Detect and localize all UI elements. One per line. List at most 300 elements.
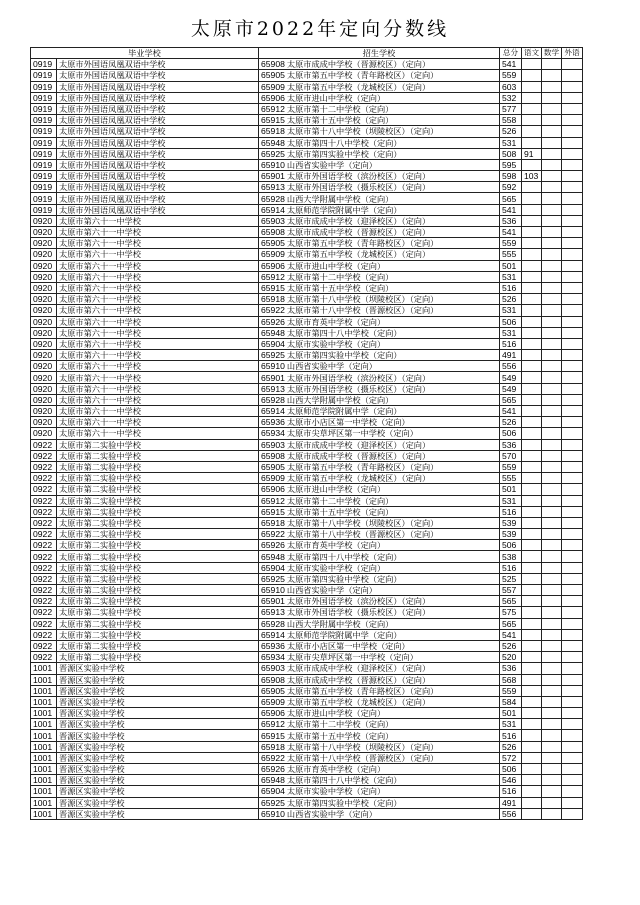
math-score-cell (542, 741, 562, 752)
enrollment-code: 65910 (261, 585, 285, 596)
math-score-cell (542, 238, 562, 249)
math-score-cell (542, 752, 562, 763)
foreign-language-score-cell (562, 193, 583, 204)
school-code-cell: 0919 (31, 159, 57, 170)
enrollment-code: 65910 (261, 361, 285, 372)
table-row (31, 775, 583, 786)
graduation-school-cell: 太原市第二实验中学校 (57, 473, 259, 484)
table-row (31, 204, 583, 215)
enrollment-code: 65910 (261, 159, 285, 170)
school-code-cell: 0920 (31, 406, 57, 417)
enrollment-school-cell (259, 529, 500, 540)
foreign-language-score-cell (562, 406, 583, 417)
total-score-cell: 531 (500, 495, 522, 506)
enrollment-code: 65948 (261, 551, 285, 562)
enrollment-school-cell (259, 607, 500, 618)
enrollment-school-name: 太原市第十五中学校（定向） (286, 283, 394, 294)
school-code-cell: 0919 (31, 137, 57, 148)
graduation-school-cell: 太原市外国语凤凰双语中学校 (57, 171, 259, 182)
total-score-cell: 516 (500, 338, 522, 349)
total-score-cell: 565 (500, 193, 522, 204)
enrollment-code: 65909 (261, 473, 285, 484)
foreign-language-score-cell (562, 350, 583, 361)
school-code-cell: 0920 (31, 249, 57, 260)
total-score-cell: 541 (500, 59, 522, 70)
math-score-cell (542, 708, 562, 719)
graduation-school-cell: 晋源区实验中学校 (57, 719, 259, 730)
table-row (31, 473, 583, 484)
school-code-cell: 1001 (31, 797, 57, 808)
foreign-language-score-cell (562, 808, 583, 819)
math-score-cell (542, 428, 562, 439)
school-code-cell: 0922 (31, 551, 57, 562)
foreign-language-score-cell (562, 182, 583, 193)
enrollment-code: 65913 (261, 607, 285, 618)
table-row (31, 294, 583, 305)
total-score-cell: 549 (500, 372, 522, 383)
enrollment-school-cell (259, 249, 500, 260)
chinese-score-cell (522, 350, 542, 361)
enrollment-school-name: 太原市实验中学校（定向） (286, 786, 386, 797)
school-code-cell: 0922 (31, 607, 57, 618)
total-score-cell: 559 (500, 461, 522, 472)
math-score-cell (542, 92, 562, 103)
foreign-language-score-cell (562, 652, 583, 663)
foreign-language-score-cell (562, 797, 583, 808)
enrollment-code: 65914 (261, 406, 285, 417)
school-code-cell: 0922 (31, 540, 57, 551)
math-score-cell (542, 607, 562, 618)
chinese-score-cell (522, 417, 542, 428)
table-row (31, 70, 583, 81)
total-score-cell: 532 (500, 92, 522, 103)
table-row (31, 59, 583, 70)
school-code-cell: 1001 (31, 674, 57, 685)
enrollment-school-cell (259, 640, 500, 651)
enrollment-code: 65925 (261, 573, 285, 584)
foreign-language-score-cell (562, 215, 583, 226)
chinese-score-cell (522, 730, 542, 741)
total-score-cell: 559 (500, 685, 522, 696)
graduation-school-cell: 太原市外国语凤凰双语中学校 (57, 204, 259, 215)
chinese-score-cell (522, 260, 542, 271)
score-table (30, 47, 583, 820)
school-code-cell: 1001 (31, 730, 57, 741)
table-row (31, 741, 583, 752)
graduation-school-cell: 太原市第二实验中学校 (57, 461, 259, 472)
enrollment-code: 65905 (261, 685, 285, 696)
math-score-cell (542, 417, 562, 428)
enrollment-code: 65909 (261, 81, 285, 92)
enrollment-code: 65928 (261, 193, 285, 204)
total-score-cell: 506 (500, 540, 522, 551)
enrollment-code: 65906 (261, 708, 285, 719)
school-code-cell: 1001 (31, 775, 57, 786)
chinese-score-cell (522, 406, 542, 417)
graduation-school-cell: 太原市第二实验中学校 (57, 652, 259, 663)
foreign-language-score-cell (562, 282, 583, 293)
school-code-cell: 0919 (31, 103, 57, 114)
chinese-score-cell (522, 506, 542, 517)
enrollment-code: 65922 (261, 305, 285, 316)
total-score-cell: 531 (500, 271, 522, 282)
graduation-school-cell: 晋源区实验中学校 (57, 775, 259, 786)
foreign-language-score-cell (562, 417, 583, 428)
total-score-cell: 539 (500, 517, 522, 528)
chinese-score-cell (522, 282, 542, 293)
graduation-school-cell: 太原市第二实验中学校 (57, 607, 259, 618)
enrollment-school-name: 太原市成成中学校（晋源校区）（定向） (286, 59, 431, 70)
total-score-cell: 526 (500, 417, 522, 428)
enrollment-code: 65922 (261, 752, 285, 763)
enrollment-school-cell (259, 215, 500, 226)
math-score-cell (542, 674, 562, 685)
chinese-score-cell (522, 361, 542, 372)
enrollment-school-name: 太原市小店区第一中学校（定向） (286, 417, 410, 428)
graduation-school-cell: 太原市第二实验中学校 (57, 517, 259, 528)
chinese-score-cell (522, 461, 542, 472)
math-score-cell (542, 450, 562, 461)
graduation-school-cell: 太原市外国语凤凰双语中学校 (57, 193, 259, 204)
graduation-school-cell: 晋源区实验中学校 (57, 730, 259, 741)
enrollment-school-name: 太原市外国语学校（滨汾校区）（定向） (286, 596, 431, 607)
foreign-language-score-cell (562, 551, 583, 562)
enrollment-code: 65906 (261, 260, 285, 271)
enrollment-school-name: 太原市第十八中学校（坝陵校区）（定向） (286, 294, 439, 305)
math-score-cell (542, 227, 562, 238)
foreign-language-score-cell (562, 529, 583, 540)
math-score-cell (542, 439, 562, 450)
chinese-score-cell: 103 (522, 171, 542, 182)
enrollment-school-cell (259, 394, 500, 405)
enrollment-code: 65904 (261, 562, 285, 573)
school-code-cell: 0920 (31, 305, 57, 316)
table-row (31, 182, 583, 193)
math-score-cell (542, 59, 562, 70)
enrollment-school-cell (259, 204, 500, 215)
total-score-cell: 506 (500, 316, 522, 327)
school-code-cell: 0920 (31, 282, 57, 293)
chinese-score-cell (522, 338, 542, 349)
foreign-language-score-cell (562, 540, 583, 551)
chinese-score-cell (522, 786, 542, 797)
enrollment-school-cell (259, 652, 500, 663)
enrollment-school-cell (259, 182, 500, 193)
enrollment-code: 65905 (261, 238, 285, 249)
foreign-language-score-cell (562, 674, 583, 685)
table-row (31, 137, 583, 148)
table-row (31, 808, 583, 819)
school-code-cell: 0920 (31, 394, 57, 405)
total-score-cell: 526 (500, 640, 522, 651)
table-row (31, 663, 583, 674)
enrollment-school-cell (259, 585, 500, 596)
enrollment-code: 65910 (261, 808, 285, 819)
enrollment-school-name: 山西省实验中学（定向） (286, 585, 377, 596)
enrollment-school-name: 山西大学附属中学校（定向） (286, 394, 394, 405)
enrollment-code: 65904 (261, 338, 285, 349)
school-code-cell: 0919 (31, 126, 57, 137)
enrollment-code: 65926 (261, 764, 285, 775)
enrollment-school-cell (259, 439, 500, 450)
total-score-cell: 516 (500, 786, 522, 797)
total-score-cell: 546 (500, 775, 522, 786)
enrollment-code: 65913 (261, 383, 285, 394)
enrollment-school-name: 太原市成成中学校（迎泽校区）（定向） (286, 663, 431, 674)
chinese-score-cell (522, 70, 542, 81)
header-row (31, 48, 583, 59)
enrollment-school-cell (259, 115, 500, 126)
chinese-score-cell (522, 708, 542, 719)
total-score-cell: 577 (500, 103, 522, 114)
chinese-score-cell (522, 719, 542, 730)
enrollment-school-name: 太原市育英中学校（定向） (286, 764, 386, 775)
total-score-cell: 572 (500, 752, 522, 763)
header-foreign-language: 外语 (562, 48, 583, 59)
chinese-score-cell (522, 249, 542, 260)
graduation-school-cell: 太原市第二实验中学校 (57, 506, 259, 517)
enrollment-school-name: 太原市第四十八中学校（定向） (286, 327, 402, 338)
math-score-cell (542, 573, 562, 584)
chinese-score-cell (522, 428, 542, 439)
enrollment-code: 65948 (261, 137, 285, 148)
enrollment-code: 65934 (261, 652, 285, 663)
total-score-cell: 538 (500, 551, 522, 562)
graduation-school-cell: 太原市第二实验中学校 (57, 596, 259, 607)
enrollment-school-cell (259, 596, 500, 607)
foreign-language-score-cell (562, 517, 583, 528)
enrollment-code: 65915 (261, 506, 285, 517)
total-score-cell: 536 (500, 439, 522, 450)
enrollment-school-name: 太原市尖草坪区第一中学校（定向） (286, 652, 418, 663)
chinese-score-cell (522, 629, 542, 640)
table-row (31, 439, 583, 450)
header-total: 总分 (500, 48, 522, 59)
enrollment-school-name: 太原市第十八中学校（坝陵校区）（定向） (286, 517, 439, 528)
chinese-score-cell (522, 193, 542, 204)
graduation-school-cell: 太原市第二实验中学校 (57, 529, 259, 540)
enrollment-school-name: 太原市第四实验中学校（定向） (286, 350, 402, 361)
math-score-cell (542, 338, 562, 349)
math-score-cell (542, 764, 562, 775)
table-row (31, 764, 583, 775)
math-score-cell (542, 461, 562, 472)
total-score-cell: 558 (500, 115, 522, 126)
total-score-cell: 520 (500, 652, 522, 663)
chinese-score-cell (522, 551, 542, 562)
enrollment-school-name: 太原市第十五中学校（定向） (286, 730, 394, 741)
table-row (31, 305, 583, 316)
total-score-cell: 516 (500, 506, 522, 517)
foreign-language-score-cell (562, 730, 583, 741)
school-code-cell: 0922 (31, 640, 57, 651)
header-chinese: 语文 (522, 48, 542, 59)
math-score-cell (542, 171, 562, 182)
math-score-cell (542, 282, 562, 293)
table-row (31, 361, 583, 372)
foreign-language-score-cell (562, 372, 583, 383)
enrollment-school-name: 太原市实验中学校（定向） (286, 562, 386, 573)
graduation-school-cell: 太原市第六十一中学校 (57, 417, 259, 428)
graduation-school-cell: 太原市外国语凤凰双语中学校 (57, 70, 259, 81)
table-row (31, 786, 583, 797)
math-score-cell (542, 652, 562, 663)
math-score-cell (542, 529, 562, 540)
foreign-language-score-cell (562, 338, 583, 349)
total-score-cell: 549 (500, 383, 522, 394)
table-row (31, 696, 583, 707)
chinese-score-cell (522, 81, 542, 92)
table-row (31, 350, 583, 361)
enrollment-school-name: 太原市第十八中学校（晋源校区）（定向） (286, 752, 439, 763)
table-row (31, 227, 583, 238)
total-score-cell: 557 (500, 585, 522, 596)
total-score-cell: 531 (500, 305, 522, 316)
enrollment-school-name: 太原市成成中学校（迎泽校区）（定向） (286, 215, 431, 226)
enrollment-code: 65925 (261, 148, 285, 159)
math-score-cell (542, 148, 562, 159)
graduation-school-cell: 太原市第二实验中学校 (57, 450, 259, 461)
graduation-school-cell: 太原市第六十一中学校 (57, 215, 259, 226)
foreign-language-score-cell (562, 92, 583, 103)
graduation-school-cell: 太原市第二实验中学校 (57, 629, 259, 640)
total-score-cell: 541 (500, 406, 522, 417)
chinese-score-cell (522, 495, 542, 506)
enrollment-school-cell (259, 674, 500, 685)
table-header (31, 48, 583, 59)
math-score-cell (542, 215, 562, 226)
foreign-language-score-cell (562, 428, 583, 439)
math-score-cell (542, 696, 562, 707)
graduation-school-cell: 太原市第二实验中学校 (57, 573, 259, 584)
total-score-cell: 531 (500, 137, 522, 148)
enrollment-code: 65903 (261, 439, 285, 450)
chinese-score-cell (522, 271, 542, 282)
enrollment-school-name: 太原市第四实验中学校（定向） (286, 797, 402, 808)
enrollment-code: 65904 (261, 786, 285, 797)
enrollment-school-cell (259, 260, 500, 271)
math-score-cell (542, 585, 562, 596)
header-graduation-school: 毕业学校 (31, 48, 259, 59)
enrollment-school-cell (259, 81, 500, 92)
enrollment-school-cell (259, 126, 500, 137)
foreign-language-score-cell (562, 394, 583, 405)
enrollment-code: 65936 (261, 641, 285, 652)
school-code-cell: 1001 (31, 786, 57, 797)
table-row (31, 506, 583, 517)
foreign-language-score-cell (562, 249, 583, 260)
graduation-school-cell: 晋源区实验中学校 (57, 797, 259, 808)
math-score-cell (542, 305, 562, 316)
enrollment-school-name: 太原市育英中学校（定向） (286, 316, 386, 327)
math-score-cell (542, 551, 562, 562)
math-score-cell (542, 115, 562, 126)
table-row (31, 529, 583, 540)
chinese-score-cell (522, 573, 542, 584)
chinese-score-cell (522, 652, 542, 663)
enrollment-school-cell (259, 282, 500, 293)
enrollment-code: 65903 (261, 663, 285, 674)
enrollment-code: 65908 (261, 450, 285, 461)
graduation-school-cell: 太原市第六十一中学校 (57, 316, 259, 327)
school-code-cell: 0922 (31, 506, 57, 517)
foreign-language-score-cell (562, 741, 583, 752)
chinese-score-cell (522, 103, 542, 114)
enrollment-school-name: 太原市第十八中学校（晋源校区）（定向） (286, 529, 439, 540)
enrollment-school-cell (259, 271, 500, 282)
foreign-language-score-cell (562, 159, 583, 170)
table-row (31, 596, 583, 607)
school-code-cell: 1001 (31, 752, 57, 763)
enrollment-code: 65908 (261, 674, 285, 685)
chinese-score-cell (522, 383, 542, 394)
total-score-cell: 501 (500, 260, 522, 271)
total-score-cell: 506 (500, 764, 522, 775)
math-score-cell (542, 719, 562, 730)
math-score-cell (542, 786, 562, 797)
table-row (31, 562, 583, 573)
graduation-school-cell: 太原市第六十一中学校 (57, 282, 259, 293)
chinese-score-cell (522, 663, 542, 674)
total-score-cell: 526 (500, 294, 522, 305)
table-row (31, 148, 583, 159)
math-score-cell (542, 70, 562, 81)
school-code-cell: 0920 (31, 215, 57, 226)
math-score-cell (542, 540, 562, 551)
enrollment-school-cell (259, 551, 500, 562)
chinese-score-cell (522, 585, 542, 596)
school-code-cell: 0922 (31, 495, 57, 506)
enrollment-school-cell (259, 406, 500, 417)
graduation-school-cell: 太原市第六十一中学校 (57, 372, 259, 383)
school-code-cell: 0920 (31, 383, 57, 394)
table-row (31, 394, 583, 405)
enrollment-school-name: 太原市第五中学校（龙城校区）（定向） (286, 81, 431, 92)
math-score-cell (542, 596, 562, 607)
table-row (31, 159, 583, 170)
enrollment-code: 65903 (261, 215, 285, 226)
enrollment-school-name: 太原市第十二中学校（定向） (286, 719, 394, 730)
table-row (31, 573, 583, 584)
graduation-school-cell: 晋源区实验中学校 (57, 674, 259, 685)
enrollment-school-name: 太原市外国语学校（摄乐校区）（定向） (286, 607, 431, 618)
enrollment-school-cell (259, 495, 500, 506)
total-score-cell: 598 (500, 171, 522, 182)
enrollment-school-cell (259, 383, 500, 394)
graduation-school-cell: 晋源区实验中学校 (57, 741, 259, 752)
chinese-score-cell (522, 450, 542, 461)
foreign-language-score-cell (562, 573, 583, 584)
enrollment-code: 65925 (261, 797, 285, 808)
foreign-language-score-cell (562, 473, 583, 484)
graduation-school-cell: 太原市外国语凤凰双语中学校 (57, 137, 259, 148)
school-code-cell: 0919 (31, 204, 57, 215)
enrollment-code: 65928 (261, 618, 285, 629)
chinese-score-cell (522, 238, 542, 249)
enrollment-school-name: 太原市成成中学校（晋源校区）（定向） (286, 450, 431, 461)
graduation-school-cell: 晋源区实验中学校 (57, 786, 259, 797)
enrollment-school-cell (259, 148, 500, 159)
table-row (31, 215, 583, 226)
foreign-language-score-cell (562, 685, 583, 696)
graduation-school-cell: 太原市第二实验中学校 (57, 540, 259, 551)
foreign-language-score-cell (562, 59, 583, 70)
foreign-language-score-cell (562, 752, 583, 763)
graduation-school-cell: 太原市第六十一中学校 (57, 338, 259, 349)
enrollment-school-cell (259, 786, 500, 797)
school-code-cell: 0922 (31, 618, 57, 629)
total-score-cell: 592 (500, 182, 522, 193)
